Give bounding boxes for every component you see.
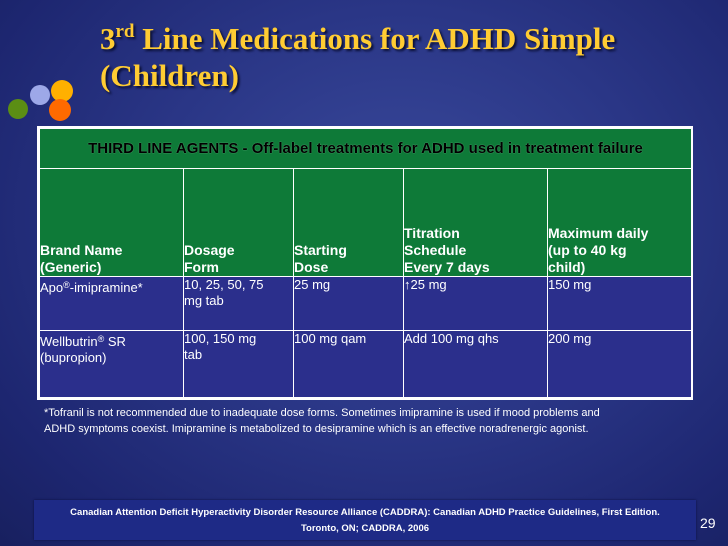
cell-max-daily: 200 mg <box>548 331 692 398</box>
cell-dosage-form: 10, 25, 50, 75 mg tab <box>184 276 294 330</box>
cell-titration: Add 100 mg qhs <box>404 331 548 398</box>
decorative-dots <box>0 0 100 130</box>
dot-orange <box>49 99 71 121</box>
cell-dosage-form: 100, 150 mg tab <box>184 331 294 398</box>
header-dosage-form: Dosage Form <box>184 169 294 277</box>
dot-green <box>8 99 28 119</box>
header-brand-name: Brand Name (Generic) <box>40 169 184 277</box>
table-caption: THIRD LINE AGENTS - Off-label treatments for ADHD used in treatment failure <box>40 129 692 169</box>
slide-title <box>100 20 700 94</box>
table-row <box>40 276 692 330</box>
title-prefix: 3 <box>100 21 116 56</box>
cell-starting-dose: 25 mg <box>294 276 404 330</box>
cell-titration: ↑25 mg <box>404 276 548 330</box>
header-starting-dose: Starting Dose <box>294 169 404 277</box>
cell-brand-name: Apo®-imipramine* <box>40 276 184 330</box>
footnote: *Tofranil is not recommended due to inadequate dose forms. Sometimes imipramine is used if mood problems and ADHD symptoms coexist. Imipramine is metabolized to desipramine which is an effective noradrenergic agonist. <box>44 407 600 435</box>
dot-periwinkle <box>30 85 50 105</box>
title-line1-rest: Line Medications for ADHD Simple <box>134 21 616 56</box>
medications-table-frame <box>37 126 693 400</box>
header-maximum-daily: Maximum daily (up to 40 kg child) <box>548 169 692 277</box>
cell-starting-dose: 100 mg qam <box>294 331 404 398</box>
page-number: 29 <box>700 515 716 531</box>
cell-max-daily: 150 mg <box>548 276 692 330</box>
citation: Canadian Attention Deficit Hyperactivity Disorder Resource Alliance (CADDRA): Canadian ADHD Practice Guidelines, First Edition. Toronto, ON; CADDRA, 2006 <box>70 507 660 534</box>
table-row <box>40 331 692 398</box>
medications-table <box>39 128 692 398</box>
header-titration-schedule: Titration Schedule Every 7 days <box>404 169 548 277</box>
title-line2: (Children) <box>100 58 239 93</box>
cell-brand-name: Wellbutrin® SR (bupropion) <box>40 331 184 398</box>
title-superscript: rd <box>115 21 135 42</box>
